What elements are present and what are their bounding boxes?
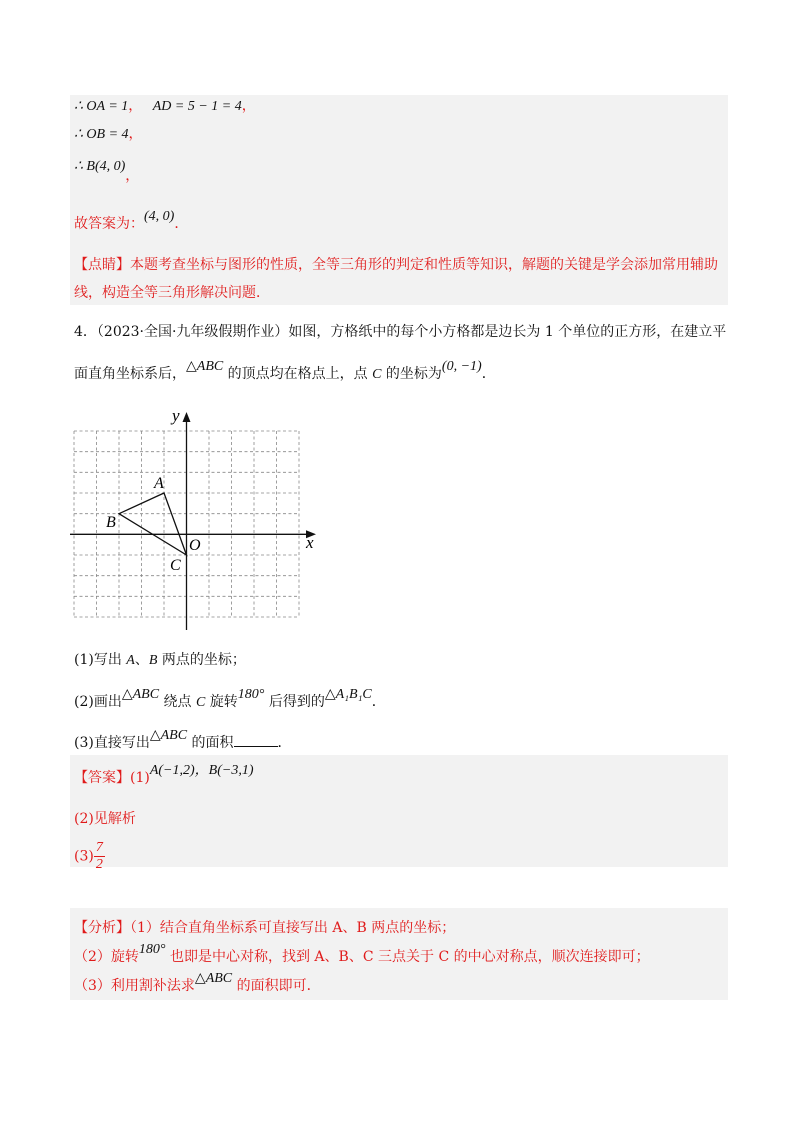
q2-text: (2)画出 bbox=[74, 694, 122, 710]
q-text: 的坐标为 bbox=[381, 366, 442, 382]
solution-line-3 bbox=[74, 156, 140, 184]
fraction-seven-halves bbox=[94, 840, 105, 873]
q2-text: 后得到的 bbox=[264, 694, 325, 710]
analysis-line-1: 【分析】（1）结合直角坐标系可直接写出 A、B 两点的坐标； bbox=[74, 920, 456, 936]
analysis-text: （2）旋转 bbox=[74, 949, 139, 965]
sub-question-3 bbox=[74, 728, 292, 754]
eq-ad: AD = 5 − 1 = 4 bbox=[152, 99, 242, 114]
point-c: C bbox=[195, 695, 206, 710]
comma: ， bbox=[128, 126, 143, 142]
analysis-text: （3）利用割补法求 bbox=[74, 978, 195, 994]
analysis-text: 的面积即可． bbox=[232, 978, 321, 994]
eq-oa: ∴ OA = 1 bbox=[74, 99, 129, 114]
triangle-abc: △ABC bbox=[149, 728, 188, 743]
analysis-line-3 bbox=[74, 971, 321, 997]
q3-text: (3)直接写出 bbox=[74, 735, 150, 751]
point-c: C bbox=[372, 367, 382, 382]
q1-text: 两点的坐标； bbox=[157, 652, 246, 668]
y-axis-arrow bbox=[183, 412, 191, 422]
q-text: 面直角坐标系后， bbox=[74, 366, 186, 382]
q1-text: (1)写出 bbox=[74, 652, 127, 668]
eq-ob: ∴ OB = 4 bbox=[74, 127, 129, 142]
fraction-denominator: 2 bbox=[95, 857, 103, 872]
triangle-abc-shape bbox=[119, 493, 187, 555]
comma: ， bbox=[128, 98, 143, 114]
triangle-abc: △ABC bbox=[186, 359, 224, 374]
angle-180: 180° bbox=[138, 942, 166, 957]
q1-text: 、 bbox=[134, 652, 149, 668]
solution-line-2 bbox=[74, 124, 143, 145]
label-c: C bbox=[170, 557, 181, 574]
label-x: x bbox=[306, 533, 314, 552]
triangle-a1b1c: △A₁B₁C bbox=[324, 687, 372, 702]
point-b: B bbox=[148, 653, 158, 668]
triangle-abc: △ABC bbox=[194, 971, 233, 986]
q-end: ． bbox=[481, 366, 496, 382]
sub-question-1 bbox=[74, 650, 246, 671]
fraction-numerator: 7 bbox=[95, 840, 103, 855]
solution-line-1 bbox=[74, 96, 256, 117]
q3-text: 的面积 bbox=[187, 735, 234, 751]
answer-3-prefix: (3) bbox=[74, 848, 94, 865]
analysis-text: 也即是中心对称，找到 A、B、C 三点关于 C 的中心对称点，顺次连接即可； bbox=[165, 949, 650, 965]
answer-label: 【答案】(1) bbox=[74, 770, 150, 786]
solution-answer bbox=[74, 209, 189, 235]
q2-text: 旋转 bbox=[205, 694, 238, 710]
comma: ， bbox=[241, 98, 256, 114]
angle-180: 180° bbox=[237, 687, 265, 702]
comment-line-2: 线，构造全等三角形解决问题． bbox=[74, 285, 270, 301]
q2-text: 绕点 bbox=[159, 694, 196, 710]
label-b: B bbox=[106, 514, 116, 531]
answer-part-2: (2)见解析 bbox=[74, 811, 136, 827]
triangle-abc: △ABC bbox=[121, 687, 160, 702]
answer-part-3 bbox=[74, 840, 105, 873]
q-text: 的顶点均在格点上，点 bbox=[223, 366, 373, 382]
label-y: y bbox=[172, 408, 180, 425]
point-a: A bbox=[126, 653, 135, 668]
answer-1-value: A(−1,2)，B(−3,1) bbox=[149, 763, 254, 778]
coord-c: (0, −1) bbox=[441, 359, 482, 374]
answer-value: (4, 0) bbox=[144, 209, 175, 224]
question-line-2 bbox=[74, 359, 496, 385]
sub-question-2 bbox=[74, 687, 386, 713]
question-line-1: 4．（2023·全国·九年级假期作业）如图，方格纸中的每个小方格都是边长为 1 个单位的正方形，在建立平 bbox=[74, 324, 727, 340]
label-o: O bbox=[189, 537, 201, 554]
q3-end: ． bbox=[277, 735, 292, 751]
q2-end: ． bbox=[371, 694, 386, 710]
analysis-line-2 bbox=[74, 942, 650, 968]
eq-b: ∴ B(4, 0) bbox=[74, 159, 126, 174]
label-a: A bbox=[154, 475, 164, 492]
comment-line-1: 【点睛】本题考查坐标与图形的性质，全等三角形的判定和性质等知识，解题的关键是学会添加常用辅助 bbox=[74, 257, 718, 273]
coordinate-grid-figure bbox=[62, 408, 322, 633]
answer-end: ． bbox=[174, 216, 189, 232]
comma: ， bbox=[125, 168, 140, 184]
answer-prefix: 故答案为： bbox=[74, 216, 144, 232]
answer-blank bbox=[234, 733, 278, 747]
answer-part-1 bbox=[74, 763, 254, 789]
